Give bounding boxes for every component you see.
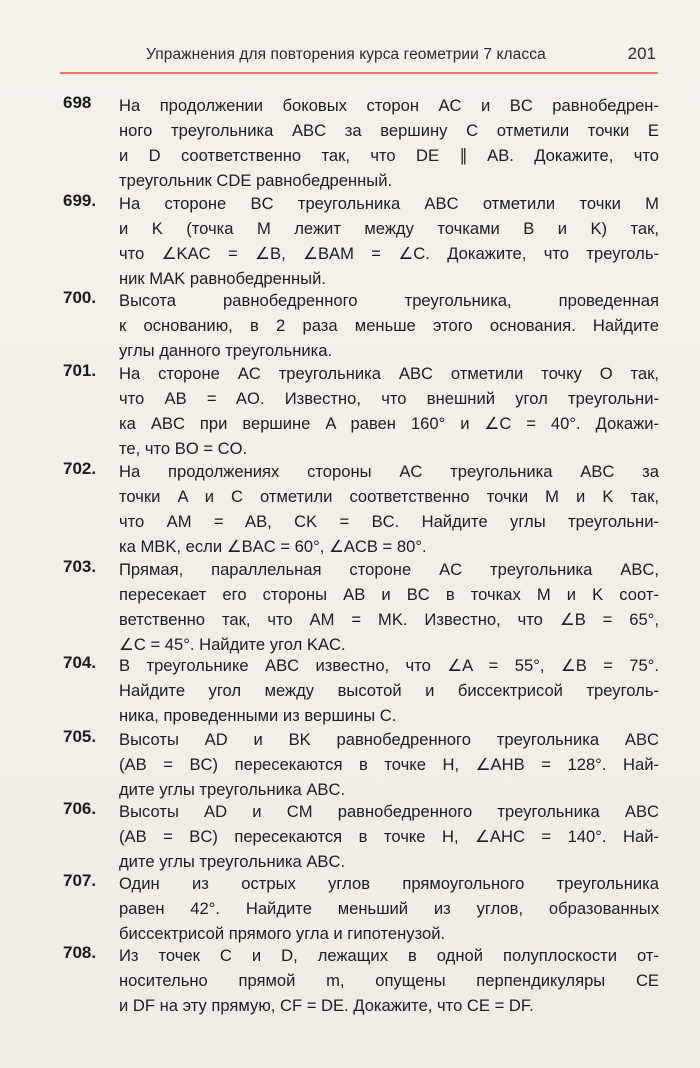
text-line: те, что BO = CO. [119,439,248,458]
exercise-number: 700. [63,288,97,307]
text-line: В треугольнике ABC известно, что ∠A = 55°, ∠B = 75°. [119,656,659,675]
text-line: и DF на эту прямую, CF = DE. Докажите, что CE = DF. [119,996,534,1015]
text-line: ка MBK, если ∠BAC = 60°, ∠ACB = 80°. [119,537,427,556]
text-line: Высоты AD и CM равнобедренного треугольника ABC [119,802,659,821]
header-divider [60,72,658,74]
exercise-number: 702. [63,459,97,478]
text-line: ного треугольника ABC за вершину C отметили точки E [119,121,659,140]
exercise-number: 704. [63,653,97,672]
text-line: треугольник CDE равнобедренный. [119,171,393,190]
text-line: Из точек C и D, лежащих в одной полуплоскости от- [119,946,659,965]
text-line: дите углы треугольника ABC. [119,852,346,871]
text-line: к основанию, в 2 раза меньше этого основания. Найдите [119,316,659,335]
exercise-number: 703. [63,557,97,576]
text-line: что ∠KAC = ∠B, ∠BAM = ∠C. Докажите, что треуголь- [119,244,659,263]
text-line: На продолжениях стороны AC треугольника ABC за [119,462,659,481]
text-line: Прямая, параллельная стороне AC треугольника ABC, [119,560,659,579]
text-line: и D соответственно так, что DE ∥ AB. Докажите, что [119,146,659,165]
exercise-text [119,727,659,802]
exercise-number: 708. [63,943,97,962]
text-line: На продолжении боковых сторон AC и BC равнобедрен- [119,96,659,115]
exercise-text [119,557,659,657]
exercise-text [119,361,659,461]
text-line: Найдите угол между высотой и биссектрисой треуголь- [119,681,659,700]
text-line: Один из острых углов прямоугольного треугольника [119,874,659,893]
text-line: ника, проведенными из вершины C. [119,706,397,725]
text-line: равен 42°. Найдите меньший из углов, образованных [119,899,659,918]
text-line: что AB = AO. Известно, что внешний угол треугольни- [119,389,659,408]
exercise-text [119,653,659,728]
exercise-text [119,799,659,874]
text-line: что AM = AB, CK = BC. Найдите углы треугольни- [119,512,659,531]
exercise-number: 707. [63,871,97,890]
exercise-number: 706. [63,799,97,818]
text-line: (AB = BC) пересекаются в точке H, ∠AHB = 128°. Най- [119,755,659,774]
text-line: Высоты AD и BK равнобедренного треугольника ABC [119,730,659,749]
text-line: носительно прямой m, опущены перпендикуляры CE [119,971,659,990]
exercise-number: 705. [63,727,97,746]
text-line: и K (точка M лежит между точками B и K) так, [119,219,659,238]
exercise-text [119,871,659,946]
text-line: пересекает его стороны AB и BC в точках M и K соот- [119,585,659,604]
text-line: ник MAK равнобедренный. [119,269,326,288]
exercise-number: 698 [63,93,92,112]
header-title: Упражнения для повторения курса геометрии 7 класса [146,46,546,63]
exercise-text [119,943,659,1018]
exercise-text [119,191,659,291]
running-header [118,44,658,70]
page-number: 201 [627,44,656,63]
text-line: ∠C = 45°. Найдите угол KAC. [119,635,346,654]
text-line: биссектрисой прямого угла и гипотенузой. [119,924,446,943]
text-line: На стороне AC треугольника ABC отметили точку O так, [119,364,659,383]
text-line: точки A и C отметили соответственно точки M и K так, [119,487,659,506]
text-line: Высота равнобедренного треугольника, проведенная [119,291,659,310]
exercise-text [119,459,659,559]
exercise-text [119,288,659,363]
text-line: дите углы треугольника ABC. [119,780,346,799]
exercise-text [119,93,659,193]
text-line: На стороне BC треугольника ABC отметили точки M [119,194,659,213]
text-line: углы данного треугольника. [119,341,333,360]
exercise-number: 699. [63,191,97,210]
text-line: ветственно так, что AM = MK. Известно, что ∠B = 65°, [119,610,659,629]
exercise-number: 701. [63,361,97,380]
text-line: ка ABC при вершине A равен 160° и ∠C = 40°. Докажи- [119,414,659,433]
text-line: (AB = BC) пересекаются в точке H, ∠AHC = 140°. Най- [119,827,659,846]
